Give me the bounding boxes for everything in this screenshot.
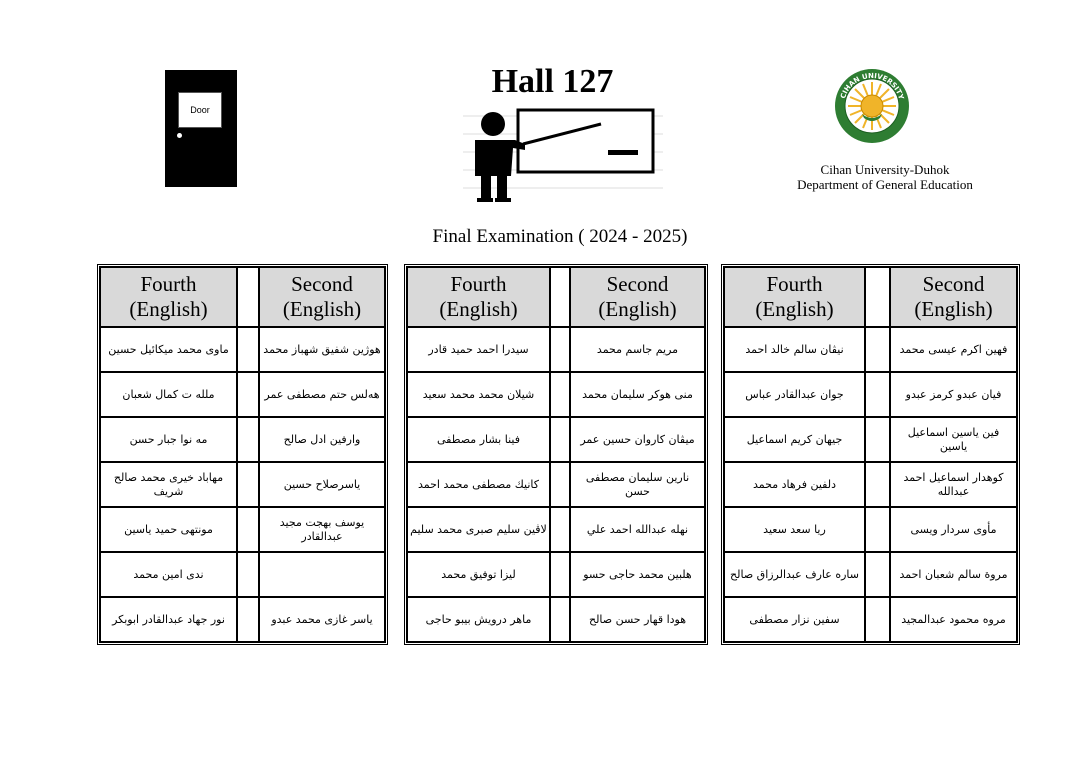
student-name: فین یاسین اسماعیل یاسین	[890, 417, 1017, 462]
student-name: فهین اکرم عیسی محمد	[890, 327, 1017, 372]
table-row	[100, 372, 385, 417]
header-fourth: Fourth (English)	[407, 267, 550, 327]
student-name: یاسر غازی محمد عبدو	[259, 597, 385, 642]
gap-cell	[550, 327, 570, 372]
student-name: مروه محمود عبدالمجید	[890, 597, 1017, 642]
header-fourth: Fourth (English)	[100, 267, 237, 327]
door-sign	[178, 92, 222, 128]
student-name: سیدرا احمد حمید قادر	[407, 327, 550, 372]
gap-cell	[550, 462, 570, 507]
table-row	[407, 327, 705, 372]
student-name: یاسرصلاح حسین	[259, 462, 385, 507]
gap-cell	[865, 372, 890, 417]
table-row	[724, 597, 1017, 642]
door-label: Door	[190, 105, 210, 115]
student-name: مأوی سردار ویسی	[890, 507, 1017, 552]
student-name: کانیك مصطفی محمد احمد	[407, 462, 550, 507]
student-name: نور جهاد عبدالقادر ابوبکر	[100, 597, 237, 642]
student-name: کوهدار اسماعیل احمد عبدالله	[890, 462, 1017, 507]
table-row	[724, 462, 1017, 507]
student-name: وارفین ادل صالح	[259, 417, 385, 462]
student-name: ماوی محمد میکائیل حسین	[100, 327, 237, 372]
student-name: هلبین محمد حاجی حسو	[570, 552, 705, 597]
student-name: ساره عارف عبدالرزاق صالح	[724, 552, 865, 597]
gap-cell	[865, 462, 890, 507]
student-name: مریم جاسم محمد	[570, 327, 705, 372]
student-name: نارین سلیمان مصطفی حسن	[570, 462, 705, 507]
exam-title: Final Examination ( 2024 - 2025)	[432, 226, 688, 247]
header-second: Second (English)	[259, 267, 385, 327]
teacher-board-icon	[463, 104, 663, 204]
table-row	[100, 552, 385, 597]
table-row	[724, 372, 1017, 417]
university-name: Cihan University-Duhok	[820, 162, 950, 177]
table-row	[724, 417, 1017, 462]
student-name: نهله عبدالله احمد علي	[570, 507, 705, 552]
student-name: جیهان کریم اسماعیل	[724, 417, 865, 462]
student-name: ریا سعد سعید	[724, 507, 865, 552]
header-fourth: Fourth (English)	[724, 267, 865, 327]
hall-title: Hall 127	[491, 63, 614, 100]
student-name: یوسف بهجت مجید عبدالقادر	[259, 507, 385, 552]
gap-cell	[865, 597, 890, 642]
student-name: سفین نزار مصطفی	[724, 597, 865, 642]
gap-cell	[237, 327, 259, 372]
university-logo	[834, 68, 910, 144]
university-caption	[770, 162, 1000, 192]
gap-cell	[550, 507, 570, 552]
student-name: لیزا توفیق محمد	[407, 552, 550, 597]
table-row	[100, 327, 385, 372]
student-name: مه نوا جبار حسن	[100, 417, 237, 462]
table-row	[100, 462, 385, 507]
gap-cell	[237, 417, 259, 462]
table-row	[407, 417, 705, 462]
table-row	[407, 462, 705, 507]
gap-cell	[865, 507, 890, 552]
student-name: هوژین شفیق شهباز محمد	[259, 327, 385, 372]
student-name: منی هوکر سلیمان محمد	[570, 372, 705, 417]
seating-table-3	[721, 264, 1020, 642]
student-name: هودا قهار حسن صالح	[570, 597, 705, 642]
header-second: Second (English)	[890, 267, 1017, 327]
gap-cell	[550, 417, 570, 462]
student-name: ندی امین محمد	[100, 552, 237, 597]
student-name	[259, 552, 385, 597]
header-gap	[865, 267, 890, 327]
table-row	[100, 507, 385, 552]
student-name: مهاباد خیری محمد صالح شریف	[100, 462, 237, 507]
gap-cell	[237, 372, 259, 417]
gap-cell	[237, 597, 259, 642]
table-row	[407, 372, 705, 417]
gap-cell	[550, 372, 570, 417]
table-row	[724, 552, 1017, 597]
student-name: مللە ت کمال شعبان	[100, 372, 237, 417]
door-icon	[165, 70, 237, 187]
table-row	[407, 507, 705, 552]
gap-cell	[865, 327, 890, 372]
table-row	[407, 597, 705, 642]
table-row	[100, 597, 385, 642]
table-row	[407, 552, 705, 597]
table-row	[100, 417, 385, 462]
gap-cell	[865, 552, 890, 597]
table-row	[724, 327, 1017, 372]
gap-cell	[237, 552, 259, 597]
header-gap	[237, 267, 259, 327]
student-name: مروة سالم شعبان احمد	[890, 552, 1017, 597]
seating-table-1	[97, 264, 388, 642]
gap-cell	[237, 462, 259, 507]
header-second: Second (English)	[570, 267, 705, 327]
student-name: دلفین فرهاد محمد	[724, 462, 865, 507]
gap-cell	[550, 597, 570, 642]
seating-table-2	[404, 264, 708, 642]
student-name: شیلان محمد محمد سعید	[407, 372, 550, 417]
student-name: هەلس حتم مصطفی عمر	[259, 372, 385, 417]
student-name: مونتهی حمید یاسین	[100, 507, 237, 552]
header-gap	[550, 267, 570, 327]
logo-text: CIHAN UNIVERSITY	[839, 71, 906, 101]
door-knob	[177, 133, 182, 138]
student-name: میڤان کاروان حسین عمر	[570, 417, 705, 462]
gap-cell	[865, 417, 890, 462]
table-row	[724, 507, 1017, 552]
student-name: جوان عبدالقادر عباس	[724, 372, 865, 417]
student-name: ماهر درویش بیبو حاجی	[407, 597, 550, 642]
gap-cell	[550, 552, 570, 597]
gap-cell	[237, 507, 259, 552]
student-name: فینا بشار مصطفی	[407, 417, 550, 462]
student-name: فیان عبدو کرمز عبدو	[890, 372, 1017, 417]
student-name: لاڤین سلیم صبری محمد سلیم	[407, 507, 550, 552]
department-name: Department of General Education	[797, 177, 973, 192]
student-name: نیڤان سالم خالد احمد	[724, 327, 865, 372]
